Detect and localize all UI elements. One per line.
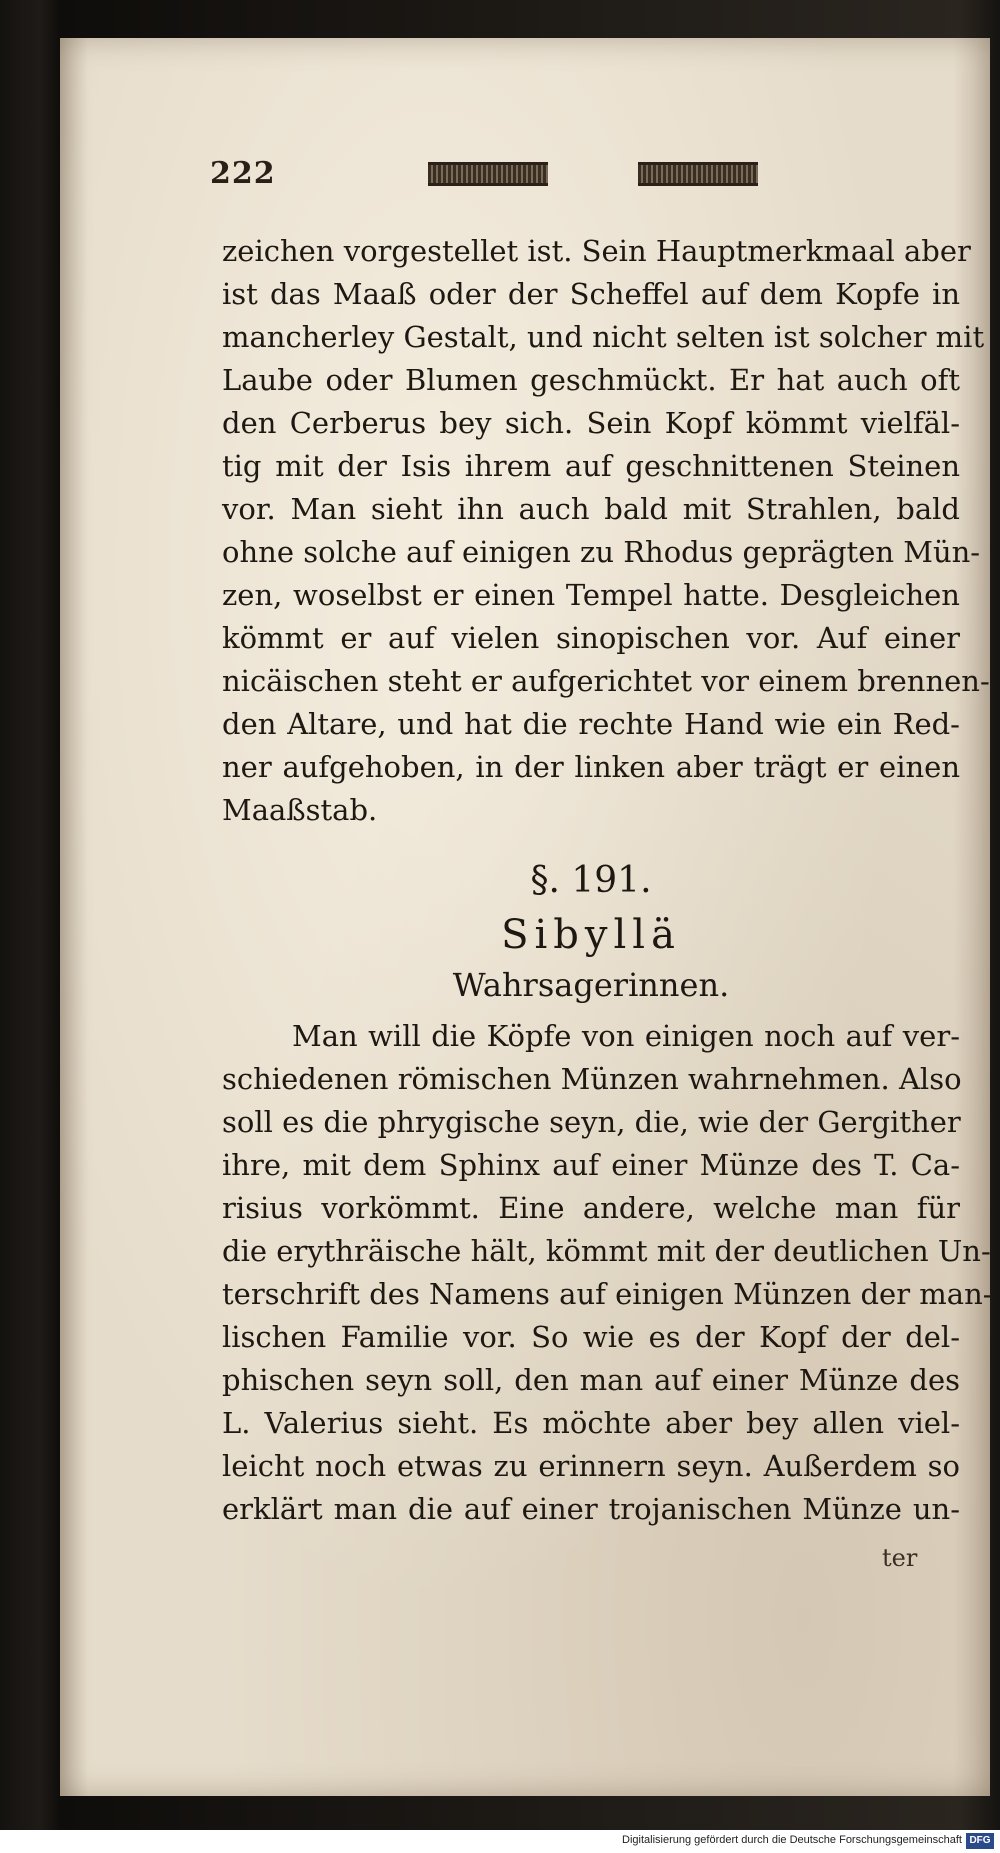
- section-subtitle: Wahrsagerinnen.: [452, 966, 730, 1004]
- text-line: zeichen vorgestellet ist. Sein Hauptmerkmaal aber: [222, 234, 971, 268]
- text-line: den Cerberus bey sich. Sein Kopf kömmt vielfäl-: [222, 406, 960, 440]
- text-line: ohne solche auf einigen zu Rhodus geprägten Mün-: [222, 535, 981, 569]
- text-line: Laube oder Blumen geschmückt. Er hat auch oft: [222, 363, 960, 397]
- text-line: Maaßstab.: [222, 793, 378, 827]
- text-line: tig mit der Isis ihrem auf geschnittenen Steinen: [222, 449, 960, 483]
- text-line: erklärt man die auf einer trojanischen Münze un-: [222, 1492, 960, 1526]
- text-line: kömmt er auf vielen sinopischen vor. Auf einer: [222, 621, 960, 655]
- text-line: schiedenen römischen Münzen wahrnehmen. Also: [222, 1062, 962, 1096]
- footer-credit: Digitalisierung gefördert durch die Deutsche Forschungsgemeinschaft: [622, 1834, 962, 1846]
- footer-bar: [0, 1830, 1000, 1853]
- header-ornament-left: [428, 162, 548, 186]
- text-line: Man will die Köpfe von einigen noch auf ver-: [292, 1019, 960, 1053]
- section-title: Sibyllä: [501, 912, 681, 958]
- paragraph-2: [222, 1015, 993, 1531]
- text-line: risius vorkömmt. Eine andere, welche man für: [222, 1191, 960, 1225]
- text-line: den Altare, und hat die rechte Hand wie ein Red-: [222, 707, 960, 741]
- text-line: phischen seyn soll, den man auf einer Münze des: [222, 1363, 960, 1397]
- page-number: 222: [210, 156, 276, 191]
- text-line: die erythräische hält, kömmt mit der deutlichen Un-: [222, 1234, 991, 1268]
- text-line: L. Valerius sieht. Es möchte aber bey allen viel-: [222, 1406, 960, 1440]
- text-line: lischen Familie vor. So wie es der Kopf der del-: [222, 1320, 960, 1354]
- text-line: terschrift des Namens auf einigen Münzen der man-: [222, 1277, 993, 1311]
- header-ornament-right: [638, 162, 758, 186]
- text-line: ner aufgehoben, in der linken aber trägt er einen: [222, 750, 960, 784]
- text-line: ihre, mit dem Sphinx auf einer Münze des T. Ca-: [222, 1148, 960, 1182]
- dfg-logo: DFG: [966, 1833, 994, 1849]
- text-line: zen, woselbst er einen Tempel hatte. Desgleichen: [222, 578, 960, 612]
- text-line: ist das Maaß oder der Scheffel auf dem Kopfe in: [222, 277, 960, 311]
- page-header: [210, 156, 970, 200]
- text-line: leicht noch etwas zu erinnern seyn. Außerdem so: [222, 1449, 960, 1483]
- text-line: mancherley Gestalt, und nicht selten ist solcher mit: [222, 320, 985, 354]
- section-number: §. 191.: [530, 860, 652, 901]
- text-line: nicäischen steht er aufgerichtet vor einem brennen-: [222, 664, 990, 698]
- catchword: ter: [882, 1544, 918, 1572]
- paragraph-1: [222, 230, 990, 832]
- text-line: vor. Man sieht ihn auch bald mit Strahlen, bald: [222, 492, 960, 526]
- text-line: soll es die phrygische seyn, die, wie der Gergither: [222, 1105, 961, 1139]
